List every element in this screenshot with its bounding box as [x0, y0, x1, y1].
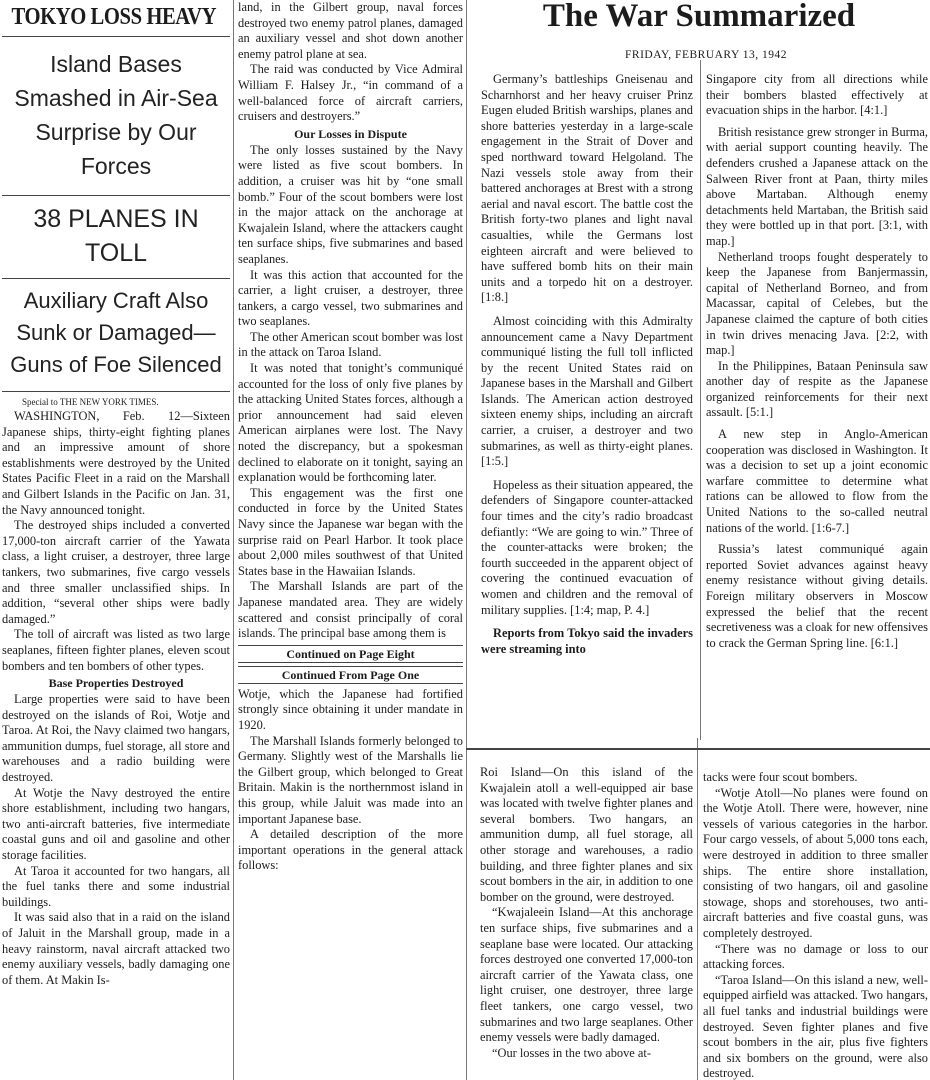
- paragraph: The only losses sustained by the Navy were listed as five scout bombers. In addition, a cruiser was hit by “one small bomb.” Four of the scout bombers were lost in the major attack on the anchorage at Kwajalein Island, where the attackers caught ten surface ships, five submarines and based seaplanes.: [238, 142, 463, 266]
- paragraph: WASHINGTON, Feb. 12—Sixteen Japanese ships, thirty-eight fighting planes and an impressive amount of shore establishments were destroyed by the United States Pacific Fleet in a raid on the Marshall and Gilbert Islands in the Pacific on Jan. 31, the Navy announced tonight.: [2, 409, 230, 517]
- deck-headline-3: Auxiliary Craft Also Sunk or Damaged—Guns of Foe Silenced: [10, 288, 222, 377]
- summary-column-left: [481, 72, 693, 746]
- summary-column-right: [706, 72, 928, 746]
- summary-item: Hopeless as their situation appeared, the defenders of Singapore counter-attacked four times and the city’s radio broadcast defiantly: “We are going to win.” Three of the counter-attacks were broken; the fourth succeeded in the apparent object of covering the continued evacuation of women and children and the removal of military supplies. [1:4; map, P. 4.]: [481, 477, 693, 617]
- paragraph: The Marshall Islands formerly belonged to Germany. Slightly west of the Marshalls lie the Gilbert group, which belonged to Great Britain. Makin is the northernmost island in this group, while Jaluit was made into an important Japanese base.: [238, 733, 463, 826]
- summary-item: British resistance grew stronger in Burma, with aerial support counting heavily. The defenders crushed a Japanese attack on the Salween River front at Paan, thirty miles above Martaban. Although enemy detachments held Martaban, the British said they were bottled up in that port. [3:1, with map.]: [706, 124, 928, 248]
- continued-column-2: [703, 770, 928, 1080]
- paragraph: “Wotje Atoll—No planes were found on the Wotje Atoll. There were, however, nine vessels of various categories in the harbor. Four cargo vessels, of about 5,000 tons each, were destroyed in addition to three smaller ships. The entire shore installation, consisting of two hangars, oil and gasoline stowage, shops and storehouses, two anti-aircraft batteries and five coastal guns, was completely destroyed.: [703, 785, 928, 940]
- paragraph: “Kwajaleein Island—At this anchorage ten surface ships, five submarines and a seaplane base were located. Our attacking forces destroyed one converted 17,000-ton aircraft carrier of the Yawata class, one light cruiser, one destroyer, three large fleet tankers, one cargo vessel, two submarines and two large seaplanes. Other enemy vessels were badly damaged.: [480, 905, 693, 1045]
- summary-item: Almost coinciding with this Admiralty announcement came a Navy Department communiqué listing the full toll inflicted by the recent United States raid on Japanese bases in the Marshall and Gilbert Islands. The American action destroyed sixteen enemy ships, including an aircraft carrier, a cruiser, a destroyer and two submarines, as well as thirty-eight planes. [1:5.]: [481, 313, 693, 469]
- column-rule: [697, 738, 698, 1080]
- paragraph: Roi Island—On this island of the Kwajalein atoll a well-equipped air base was located with twelve fighter planes and several bombers. Two hangars, an ammunition dump, all fuel storage, all other storage and warehouses, a radio building, and three fighter planes and six scout bombers in the air, in addition to one bomber on the ground, were destroyed.: [480, 765, 693, 904]
- paragraph: The toll of aircraft was listed as two large seaplanes, fifteen fighter planes, eleven scout bombers and ten bombers of other types.: [2, 627, 230, 673]
- summary-title: The War Summarized: [542, 0, 856, 34]
- continued-column-1: [480, 765, 693, 1080]
- summary-item: Germany’s battleships Gneisenau and Scharnhorst and her heavy cruiser Prinz Eugen eluded British warships, planes and shore batteries yesterday in a large-scale engagement in the Strait of Dover and sped northward toward Helgoland. The Nazi vessels stole away from their battered anchorages at Brest with a strong aerial and naval escort. The battle cost the British forty-two planes and light naval casualties, while the Germans lost eighteen aircraft and were believed to have suffered bomb hits on their main units and a torpedo hit on a destroyer. [1:8.]: [481, 72, 693, 305]
- byline-credit: Special to THE NEW YORK TIMES.: [22, 397, 159, 407]
- paragraph: tacks were four scout bombers.: [703, 770, 858, 784]
- paragraph: It was noted that tonight’s communiqué accounted for the loss of only five planes by the attacking United States forces, although a prior announcement had said eleven American airplanes were lost. The Navy noted the discrepancy, but a spokesman declined to elaborate on it tonight, saying an explanation would be forthcoming later.: [238, 361, 463, 485]
- paragraph: “There was no damage or loss to our attacking forces.: [703, 941, 928, 972]
- paragraph: land, in the Gilbert group, naval forces destroyed two enemy patrol planes, damaged an auxiliary vessel and shot down another enemy patrol plane at sea.: [238, 0, 463, 61]
- paragraph: The other American scout bomber was lost in the attack on Taroa Island.: [238, 329, 463, 360]
- subheading: Our Losses in Dispute: [294, 126, 407, 141]
- paragraph: Wotje, which the Japanese had fortified strongly since obtaining it under mandate in 1920.: [238, 686, 463, 732]
- summary-bottom-rule: [466, 748, 930, 750]
- paragraph: This engagement was the first one conducted in force by the United States Navy since the Japanese war began with the surprise raid on Pearl Harbor. It took place about 2,000 miles southwest of that United States base in the Hawaiian Islands.: [238, 485, 463, 578]
- main-headline: TOKYO LOSS HEAVY: [11, 4, 217, 30]
- main-story-column-2: [238, 0, 463, 1080]
- paragraph: The destroyed ships included a converted 17,000-ton aircraft carrier of the Yawata class, a light cruiser, a destroyer, three large tankers, two submarines, five cargo vessels and three smaller unclassified ships. In addition, “several other ships were badly damaged.”: [2, 518, 230, 626]
- main-story-column-1: [2, 0, 230, 1080]
- column-rule: [466, 0, 467, 1080]
- summary-item: Reports from Tokyo said the invaders were streaming into: [481, 626, 693, 656]
- summary-item: Russia’s latest communiqué again reported Soviet advances against heavy enemy resistance without giving details. Foreign military observers in Moscow expressed the belief that the recent secretiveness was a cloak for new offensives to crack the German Spring line. [6:1.]: [706, 542, 928, 650]
- paragraph: “Our losses in the two above at-: [492, 1045, 651, 1060]
- paragraph: It was said also that in a raid on the island of Jaluit in the Marshall group, made in a heavy rainstorm, naval aircraft attacked two enemy auxiliary vessels, badly damaging one of them. At Makin Is-: [2, 910, 230, 987]
- paragraph: “Taroa Island—On this island a new, well-equipped airfield was attacked. Two hangars, all fuel tanks and industrial buildings were destroyed. Seven fighter planes and five scout bombers in the air, plus five fighters and six bombers on the ground, were also destroyed.: [703, 972, 928, 1080]
- deck-headline-2: 38 PLANES IN TOLL: [33, 205, 199, 267]
- paragraph: The Marshall Islands are part of the Japanese mandated area. They are widely scattered and consist principally of coral islands. The principal base among them is: [238, 579, 463, 641]
- deck-headline-1: Island Bases Smashed in Air-Sea Surprise by Our Forces: [14, 51, 218, 179]
- summary-date: FRIDAY, FEBRUARY 13, 1942: [625, 49, 787, 61]
- paragraph: At Taroa it accounted for two hangars, all the fuel tanks there and some industrial buildings.: [2, 863, 230, 909]
- column-rule: [233, 0, 234, 1080]
- paragraph: At Wotje the Navy destroyed the entire shore establishment, including two hangars, two anti-aircraft batteries, five intermediate coastal guns and oil and gasoline and other storage facilities.: [2, 785, 230, 863]
- paragraph: A detailed description of the more important operations in the general attack follows:: [238, 827, 463, 873]
- summary-item: Netherland troops fought desperately to keep the Japanese from Banjermassin, capital of Netherland Borneo, and from Macassar, capital of Celebes, but the Japanese claimed the capture of both cities in twin drives menacing Java. [2:2, with map.]: [706, 249, 928, 358]
- summary-item: A new step in Anglo-American cooperation was disclosed in Washington. It was a decision to set up a joint economic warfare committee to determine what rations can be allowed to flow from the United Nations to the so-called neutral nations of the world. [1:6-7.]: [706, 427, 928, 535]
- jump-line-continued-from[interactable]: Continued From Page One: [238, 666, 463, 684]
- paragraph: It was this action that accounted for the carrier, a light cruiser, a destroyer, three tankers, a cargo vessel, two submarines and two seaplanes.: [238, 267, 463, 329]
- subheading: Base Properties Destroyed: [48, 676, 184, 691]
- paragraph: Large properties were said to have been destroyed on the islands of Roi, Wotje and Taroa. At Roi, the Navy claimed two hangars, ammunition dumps, fuel storage, all store and warehouses and a radio building were destroyed.: [2, 692, 230, 785]
- paragraph: The raid was conducted by Vice Admiral William F. Halsey Jr., “in command of a well-balanced force of aircraft carriers, cruisers and destroyers.”: [238, 62, 463, 124]
- summary-item: Singapore city from all directions while their bombers blasted effectively at evacuation ships in the harbor. [4:1.]: [706, 72, 928, 118]
- summary-item: In the Philippines, Bataan Peninsula saw another day of respite as the Japanese organized reinforcements for their next assault. [5:1.]: [706, 358, 928, 420]
- jump-line-continued-on[interactable]: Continued on Page Eight: [238, 645, 463, 663]
